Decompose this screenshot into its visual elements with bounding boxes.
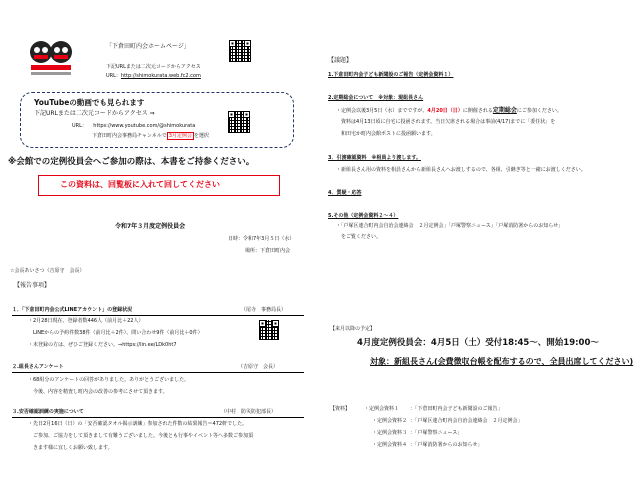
- materials-label: 【資料】: [330, 406, 351, 412]
- hp-url-prefix: URL：: [106, 73, 121, 79]
- report-2-presenter: （吉原守 会長）: [238, 364, 279, 370]
- report-1-presenter: （尾寺 事務局長）: [241, 307, 287, 313]
- report-2-title: ２.組長さんアンケート: [12, 364, 64, 370]
- agenda-5-title: 5.その他（定例会資料２～４）: [328, 213, 399, 219]
- youtube-url-link[interactable]: https://www.youtube.com/@shimokurata: [93, 123, 196, 129]
- report-2-line-1: ・68組分のアンケートの回答がありました。ありがとうございました。: [28, 377, 190, 383]
- logo: [26, 38, 76, 78]
- agenda-1-title: 1.下倉田町内会子ども新聞設のご報告（定例会資料１）: [328, 72, 454, 78]
- agenda-3-line-1: ・新組長さん用の資料を相員さんから新組長さんへお渡しするので、各組、引継ぎ等と一緒にお渡しください。: [336, 167, 586, 173]
- youtube-access-text: 下記URLまたは二次元コードからアクセス ⇒: [34, 110, 155, 117]
- report-1-title: １．「下倉田町内会公式LINEアカウント」の登録状況: [12, 307, 133, 313]
- greeting: ☆会長あいさつ（吉原守 会長）: [10, 268, 85, 274]
- agenda-4-title: 4．質疑・応答: [328, 190, 362, 196]
- agenda-2-line-3: 和田宅か町内会館ポストに投函願います。: [336, 131, 436, 137]
- meeting-place: 場所：下倉田町内会: [245, 248, 291, 254]
- youtube-highlight: 3月定例会: [168, 133, 192, 139]
- assembly-date: 4月20日（日）: [427, 108, 463, 114]
- agenda-2-title: 2.定期総会について ※対象：現組長さん: [328, 95, 424, 101]
- hp-title: 「下倉田町内会ホームページ」: [106, 43, 190, 50]
- agenda-5-line-1: ・「戸塚区連合町内会自治会連絡会 ２月定例会」「戸塚警察ニュース」「戸塚消防署からのお知らせ」: [336, 223, 564, 229]
- agenda-2-line-1: [336, 107, 562, 115]
- line-qr-code[interactable]: [259, 320, 279, 340]
- report-1-line-3: ・未登録の方は、ぜひご登録ください。⇒https://lin.ee/LDk0ht7: [28, 342, 177, 348]
- hp-url-line: [106, 73, 201, 80]
- meeting-title: 令和7年３月度定例役員会: [115, 223, 186, 230]
- agenda-2-line-1-pre: ・定例会以後3月5日（水）までですが、: [336, 108, 428, 114]
- next-meeting-info: 4月度定例役員会：4月5日（土）受付18:45～、開始19:00～: [357, 338, 599, 348]
- circulation-notice: この資料は、回覧板に入れて回してください: [60, 180, 220, 189]
- agenda-3-title: 3．引渡確認資料 ※相員より渡します。: [328, 155, 421, 161]
- report-2-line-2: 今後、内容を精査し町内会の改善の参考にさせて頂きます。: [28, 389, 168, 395]
- youtube-url-line: [72, 123, 195, 130]
- report-3-line-3: きます様に宜しくお願い致します。: [28, 445, 113, 451]
- hp-qr-code[interactable]: [229, 40, 251, 62]
- report-1-line-2: LINEからの予約件数38件（前月比＋2件）、問い合わせ9件（前月比＋0件）: [28, 330, 203, 336]
- material-2-name: ・定例会資料２: [372, 418, 408, 424]
- youtube-url-label: URL：: [72, 123, 87, 129]
- youtube-title: YouTubeの動画でも見られます: [34, 98, 145, 107]
- material-3-name: ・定例会資料３: [372, 430, 408, 436]
- material-3-text: ：「戸塚警察ニュース」: [410, 430, 463, 436]
- agenda-5-line-2: をご覧ください。: [336, 234, 382, 240]
- youtube-qr-code[interactable]: [228, 111, 250, 133]
- next-meeting-target: 対象：新組長さん(会費徴収台帳を配布するので、全員出席してください): [370, 357, 634, 366]
- youtube-channel-prefix: 下倉田町内会事務局チャンネルで: [92, 133, 167, 139]
- hp-access-text: 下記URLまたは二次元コードからアクセス: [106, 64, 201, 70]
- material-4-name: ・定例会資料４: [372, 442, 408, 448]
- assembly-label: 定期総会: [492, 107, 517, 114]
- report-header: 【報告事項】: [14, 282, 51, 289]
- material-1-name: ・定例会資料１: [364, 406, 400, 412]
- logo-mascot-icon: [26, 38, 76, 78]
- next-schedule-label: 【来月以降の予定】: [330, 326, 376, 332]
- material-2-text: ：「戸塚区連合町内会自治会連絡会 ２月定例会」: [410, 418, 523, 424]
- agenda-2-line-2: 資料は4月13日頃に自宅に投函されます。当日欠席される場合は事前(4/17)までに「委任状」を: [336, 119, 556, 125]
- material-1-text: ：「下倉田町内会子ども新聞設のご報告」: [410, 406, 503, 412]
- youtube-channel-line: [92, 133, 209, 140]
- agenda-header: 【議題】: [328, 57, 353, 64]
- bring-document-warning: ※会館での定例役員会へご参加の際は、本書をご持参ください。: [8, 157, 255, 167]
- agenda-2-line-1-mid: に開催される: [462, 108, 493, 114]
- report-3-presenter: （中村 防災防犯部長）: [221, 409, 277, 415]
- report-3-title: ３.安否確認訓練の実施について: [12, 409, 84, 415]
- youtube-channel-suffix: を選択: [193, 133, 209, 139]
- hp-url-link[interactable]: http://shimokurata.web.fc2.com: [120, 73, 201, 79]
- agenda-2-line-1-post: にご参加ください。: [516, 108, 562, 114]
- report-3-line-1: ・先日2月16日（日）の「安否確認タオル掲示訓練」参加された件数の結果報告＝472軒でした。: [28, 421, 248, 427]
- meeting-date: 日時：令和7年3月５日（水）: [228, 236, 295, 242]
- material-4-text: ：「戸塚消防署からのお知らせ」: [410, 442, 483, 448]
- report-3-line-2: ご参加、ご協力をして頂きまして有難うございました。今後とも行事やイベント等へ多数ご参加頂: [28, 433, 254, 439]
- report-1-line-1: ・2月28日現在、登録者数446人（前月比＋22人）: [28, 318, 144, 324]
